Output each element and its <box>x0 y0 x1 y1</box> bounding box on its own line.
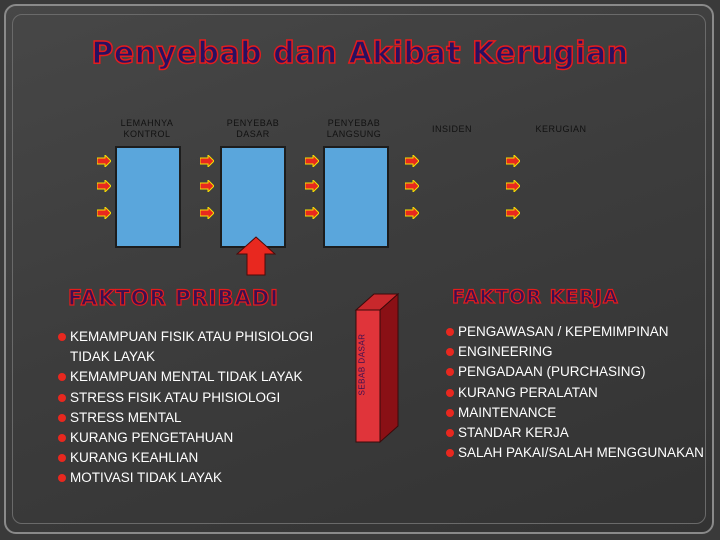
arrow-right-icon <box>405 180 419 192</box>
label-lemahnya-kontrol: LEMAHNYA KONTROL <box>120 118 174 139</box>
box-lemahnya-kontrol <box>115 146 181 248</box>
list-item: KURANG KEAHLIAN <box>58 448 348 468</box>
arrow-right-icon <box>305 180 319 192</box>
arrow-right-icon <box>200 155 214 167</box>
list-item: MAINTENANCE <box>446 403 708 423</box>
arrow-right-icon <box>97 180 111 192</box>
arrow-right-icon <box>200 180 214 192</box>
list-item: KEMAMPUAN FISIK ATAU PHISIOLOGI TIDAK LAYAK <box>58 327 348 367</box>
arrow-right-icon <box>405 207 419 219</box>
faktor-pribadi-list <box>58 327 348 489</box>
list-item: KURANG PENGETAHUAN <box>58 428 348 448</box>
wall-label: SEBAB DASAR <box>357 333 367 396</box>
list-item: KEMAMPUAN MENTAL TIDAK LAYAK <box>58 367 348 387</box>
list-item: KURANG PERALATAN <box>446 383 708 403</box>
arrow-right-icon <box>506 207 520 219</box>
box-penyebab-langsung <box>323 146 389 248</box>
slide-title: Penyebab dan Akibat Kerugian <box>91 36 629 71</box>
faktor-pribadi-heading: FAKTOR PRIBADI <box>68 286 279 310</box>
box-penyebab-dasar <box>220 146 286 248</box>
up-arrow-icon <box>236 236 276 276</box>
list-item: PENGAWASAN / KEPEMIMPINAN <box>446 322 708 342</box>
arrow-right-icon <box>405 155 419 167</box>
arrow-right-icon <box>200 207 214 219</box>
label-penyebab-langsung: PENYEBAB LANGSUNG <box>326 118 382 139</box>
list-item: MOTIVASI TIDAK LAYAK <box>58 468 348 488</box>
list-item: STANDAR KERJA <box>446 423 708 443</box>
arrow-right-icon <box>97 155 111 167</box>
label-penyebab-dasar: PENYEBAB DASAR <box>226 118 280 139</box>
list-item: STRESS MENTAL <box>58 408 348 428</box>
label-kerugian: KERUGIAN <box>535 124 587 134</box>
list-item: ENGINEERING <box>446 342 708 362</box>
faktor-kerja-list <box>446 322 708 463</box>
faktor-kerja-heading: FAKTOR KERJA <box>452 286 619 308</box>
list-item: PENGADAAN (PURCHASING) <box>446 362 708 382</box>
label-insiden: INSIDEN <box>431 124 472 134</box>
arrow-right-icon <box>506 155 520 167</box>
arrow-right-icon <box>506 180 520 192</box>
list-item: STRESS FISIK ATAU PHISIOLOGI <box>58 388 348 408</box>
arrow-right-icon <box>97 207 111 219</box>
arrow-right-icon <box>305 207 319 219</box>
list-item: SALAH PAKAI/SALAH MENGGUNAKAN <box>446 443 708 463</box>
arrow-right-icon <box>305 155 319 167</box>
